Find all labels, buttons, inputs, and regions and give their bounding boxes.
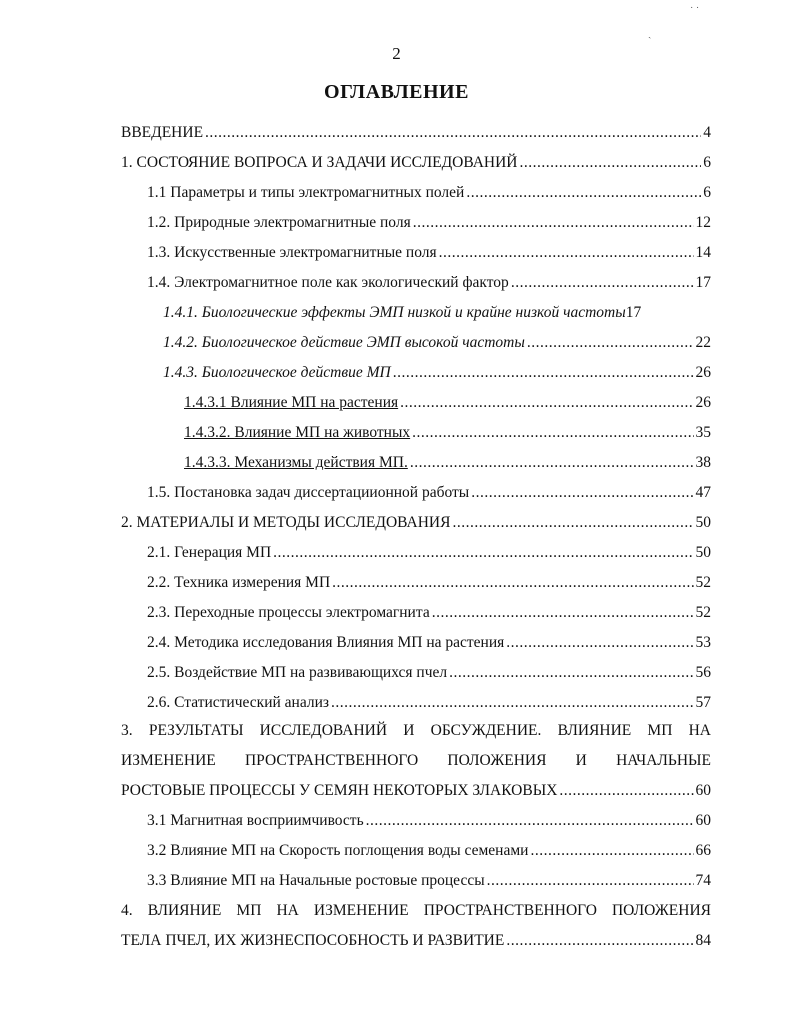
toc-entry-label: 2.2. Техника измерения МП bbox=[147, 574, 331, 591]
leader-dots bbox=[205, 122, 701, 144]
scan-speck: ˙ ˙ bbox=[690, 6, 700, 17]
toc-entry-label: 2.3. Переходные процессы электромагнита bbox=[147, 604, 430, 621]
toc-entry-page: 56 bbox=[695, 664, 711, 681]
toc-entry-page: 4 bbox=[703, 124, 711, 141]
toc-entry-introduction[interactable] bbox=[121, 122, 711, 144]
toc-entry-page: 26 bbox=[695, 364, 711, 381]
toc-entry-chapter-4-last-line[interactable] bbox=[121, 930, 711, 952]
toc-entry-label: 1.4.2. Биологическое действие ЭМП высокой частоты bbox=[163, 334, 525, 351]
toc-entry-label-line: ИЗМЕНЕНИЕ ПРОСТРАНСТВЕННОГО ПОЛОЖЕНИЯ И НАЧАЛЬНЫЕ bbox=[121, 752, 711, 769]
leader-dots bbox=[439, 242, 694, 264]
leader-dots bbox=[511, 272, 694, 294]
leader-dots bbox=[366, 810, 694, 832]
leader-dots bbox=[487, 870, 694, 892]
toc-entry-label: 1.4.3.3. Механизмы действия МП. bbox=[184, 454, 408, 471]
toc-entry-label: 1.4.1. Биологические эффекты ЭМП низкой и крайне низкой частоты bbox=[163, 304, 626, 321]
toc-entry-1-4[interactable] bbox=[147, 272, 711, 294]
toc-entry-2-6[interactable] bbox=[147, 692, 711, 714]
scan-speck: ˏ bbox=[648, 28, 652, 39]
toc-entry-1-4-3-1[interactable] bbox=[184, 392, 711, 414]
table-of-contents bbox=[0, 120, 793, 960]
toc-entry-label-line: 3. РЕЗУЛЬТАТЫ ИССЛЕДОВАНИЙ И ОБСУЖДЕНИЕ. ВЛИЯНИЕ МП НА bbox=[121, 722, 711, 739]
toc-entry-chapter-2[interactable] bbox=[121, 512, 711, 534]
toc-entry-1-3[interactable] bbox=[147, 242, 711, 264]
toc-entry-label-line: ТЕЛА ПЧЕЛ, ИХ ЖИЗНЕСПОСОБНОСТЬ И РАЗВИТИЕ bbox=[121, 932, 505, 949]
leader-dots bbox=[530, 840, 693, 862]
leader-dots bbox=[559, 780, 693, 802]
toc-entry-page: 35 bbox=[695, 424, 711, 441]
page-title: ОГЛАВЛЕНИЕ bbox=[324, 81, 469, 103]
toc-entry-label: 2.5. Воздействие МП на развивающихся пчел bbox=[147, 664, 448, 681]
toc-entry-1-4-3[interactable] bbox=[163, 362, 711, 384]
toc-entry-page: 6 bbox=[703, 184, 711, 201]
toc-entry-label-line: РОСТОВЫЕ ПРОЦЕССЫ У СЕМЯН НЕКОТОРЫХ ЗЛАКОВЫХ bbox=[121, 782, 558, 799]
toc-entry-label: 1.4.3.2. Влияние МП на животных bbox=[184, 424, 411, 441]
toc-entry-3-2[interactable] bbox=[147, 840, 711, 862]
toc-entry-3-1[interactable] bbox=[147, 810, 711, 832]
toc-entry-page: 52 bbox=[695, 574, 711, 591]
toc-entry-1-4-3-3[interactable] bbox=[184, 452, 711, 474]
toc-entry-label: 2.4. Методика исследования Влияния МП на растения bbox=[147, 634, 505, 651]
toc-entry-page: 60 bbox=[695, 812, 711, 829]
toc-entry-page: 60 bbox=[695, 782, 711, 799]
leader-dots bbox=[506, 632, 693, 654]
toc-entry-label: 1.1 Параметры и типы электромагнитных полей bbox=[147, 184, 465, 201]
toc-entry-label: 1.2. Природные электромагнитные поля bbox=[147, 214, 411, 231]
toc-entry-label: 1. СОСТОЯНИЕ ВОПРОСА И ЗАДАЧИ ИССЛЕДОВАНИЙ bbox=[121, 154, 518, 171]
toc-entry-label: 3.2 Влияние МП на Скорость поглощения воды семенами bbox=[147, 842, 529, 859]
leader-dots bbox=[506, 930, 693, 952]
toc-entry-page: 57 bbox=[695, 694, 711, 711]
leader-dots bbox=[393, 362, 694, 384]
toc-entry-page: 22 bbox=[695, 334, 711, 351]
toc-entry-2-4[interactable] bbox=[147, 632, 711, 654]
toc-entry-label: 2.6. Статистический анализ bbox=[147, 694, 329, 711]
toc-entry-chapter-4[interactable] bbox=[121, 900, 711, 930]
leader-dots bbox=[273, 542, 693, 564]
toc-entry-page: 84 bbox=[695, 932, 711, 949]
toc-entry-label: 2.1. Генерация МП bbox=[147, 544, 272, 561]
toc-entry-chapter-3[interactable] bbox=[121, 720, 711, 780]
toc-entry-2-2[interactable] bbox=[147, 572, 711, 594]
toc-entry-label: 1.4.3. Биологическое действие МП bbox=[163, 364, 391, 381]
leader-dots bbox=[432, 602, 694, 624]
toc-entry-page: 52 bbox=[695, 604, 711, 621]
leader-dots bbox=[466, 182, 701, 204]
toc-entry-page: 38 bbox=[695, 454, 711, 471]
leader-dots bbox=[410, 452, 694, 474]
toc-entry-label: ВВЕДЕНИЕ bbox=[121, 124, 204, 141]
leader-dots bbox=[452, 512, 693, 534]
toc-entry-page: 66 bbox=[695, 842, 711, 859]
leader-dots bbox=[332, 572, 693, 594]
toc-entry-page: 74 bbox=[695, 872, 711, 889]
toc-entry-label: 1.5. Постановка задач диссертациионной работы bbox=[147, 484, 470, 501]
toc-entry-label: 1.4.3.1 Влияние МП на растения bbox=[184, 394, 399, 411]
leader-dots bbox=[412, 422, 693, 444]
toc-entry-page: 6 bbox=[703, 154, 711, 171]
leader-dots bbox=[471, 482, 693, 504]
toc-entry-chapter-1[interactable] bbox=[121, 152, 711, 174]
leader-dots bbox=[400, 392, 693, 414]
toc-entry-page: 50 bbox=[695, 544, 711, 561]
toc-entry-page: 47 bbox=[695, 484, 711, 501]
toc-entry-page: 17 bbox=[625, 304, 642, 321]
toc-entry-1-4-2[interactable] bbox=[163, 332, 711, 354]
toc-entry-1-1[interactable] bbox=[147, 182, 711, 204]
leader-dots bbox=[331, 692, 694, 714]
toc-entry-1-5[interactable] bbox=[147, 482, 711, 504]
toc-entry-page: 50 bbox=[695, 514, 711, 531]
toc-entry-page: 17 bbox=[695, 274, 711, 291]
toc-entry-page: 12 bbox=[695, 214, 711, 231]
toc-entry-label: 3.3 Влияние МП на Начальные ростовые процессы bbox=[147, 872, 485, 889]
toc-entry-page: 53 bbox=[695, 634, 711, 651]
toc-entry-page: 26 bbox=[695, 394, 711, 411]
toc-entry-3-3[interactable] bbox=[147, 870, 711, 892]
leader-dots bbox=[413, 212, 694, 234]
toc-entry-label: 1.3. Искусственные электромагнитные поля bbox=[147, 244, 437, 261]
toc-entry-label: 3.1 Магнитная восприимчивость bbox=[147, 812, 364, 829]
toc-entry-label: 1.4. Электромагнитное поле как экологический фактор bbox=[147, 274, 509, 291]
toc-entry-2-3[interactable] bbox=[147, 602, 711, 624]
toc-entry-label-line: 4. ВЛИЯНИЕ МП НА ИЗМЕНЕНИЕ ПРОСТРАНСТВЕННОГО ПОЛОЖЕНИЯ bbox=[121, 902, 711, 919]
toc-entry-chapter-3-last-line[interactable] bbox=[121, 780, 711, 802]
toc-entry-1-4-3-2[interactable] bbox=[184, 422, 711, 444]
toc-entry-1-2[interactable] bbox=[147, 212, 711, 234]
toc-entry-1-4-1[interactable] bbox=[163, 302, 711, 324]
page-number: 2 bbox=[392, 44, 401, 63]
toc-entry-page: 14 bbox=[695, 244, 711, 261]
leader-dots bbox=[527, 332, 694, 354]
toc-entry-2-5[interactable] bbox=[147, 662, 711, 684]
leader-dots bbox=[449, 662, 693, 684]
toc-entry-label: 2. МАТЕРИАЛЫ И МЕТОДЫ ИССЛЕДОВАНИЯ bbox=[121, 514, 451, 531]
toc-entry-2-1[interactable] bbox=[147, 542, 711, 564]
leader-dots bbox=[519, 152, 701, 174]
